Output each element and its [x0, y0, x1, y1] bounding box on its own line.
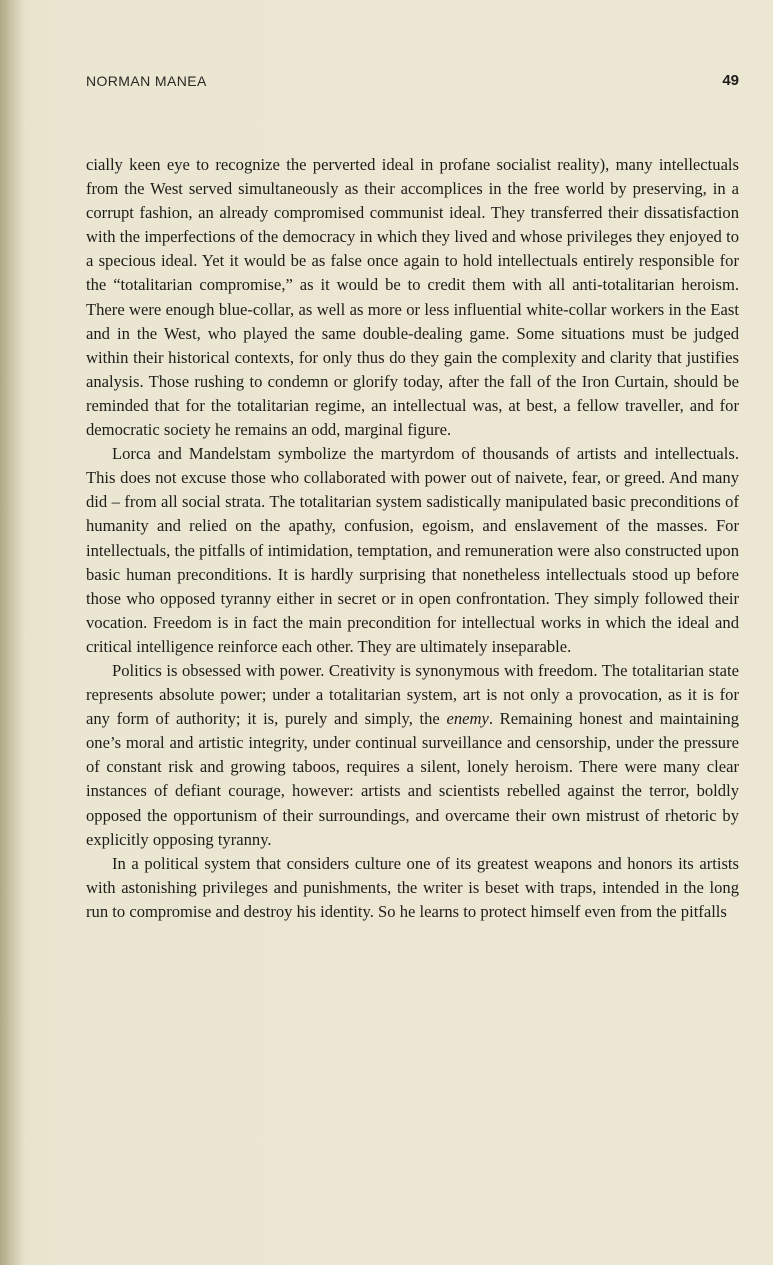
- paragraph-3: [86, 659, 739, 852]
- binding-gutter-shadow: [0, 0, 24, 1265]
- paragraph-2: Lorca and Mandelstam symbolize the martyrdom of thousands of artists and intellectuals. This does not excuse those who collaborated with power out of naivete, fear, or greed. And many did – from all social strata. The totalitarian system sadistically manipulated basic preconditions of humanity and relied on the apathy, confusion, egoism, and enslavement of the masses. For intellectuals, the pitfalls of intimidation, temptation, and remuneration were also constructed upon basic human preconditions. It is hardly surprising that nonetheless intellectuals stood up before those who opposed tyranny either in secret or in open confrontation. They simply followed their vocation. Freedom is in fact the main precondition for intellectual works in which the ideal and critical intelligence reinforce each other. They are ultimately inseparable.: [86, 444, 739, 656]
- running-header: [86, 73, 739, 93]
- paragraph-4: In a political system that considers culture one of its greatest weapons and honors its artists with astonishing privileges and punishments, the writer is beset with traps, intended in the long run to compromise and destroy his identity. So he learns to protect himself even from the pitfalls: [86, 853, 739, 921]
- page-number: 49: [722, 72, 739, 89]
- paragraph-3-emphasis: enemy: [446, 709, 489, 729]
- paragraph-1: cially keen eye to recognize the perverted ideal in profane socialist reality), many intellectuals from the West served simultaneously as their accomplices in the free world by preserving, in a corrupt fashion, an already compromised communist ideal. They transferred their dissatisfaction with the imperfections of the democracy in which they lived and whose privileges they enjoyed to a specious ideal. Yet it would be as false once again to hold intellectuals entirely responsible for the “totalitarian compromise,” as it would be to credit them with all anti-totalitarian heroism. There were enough blue-collar, as well as more or less influential white-collar workers in the East and in the West, who played the same double-dealing game. Some situations must be judged within their historical contexts, for only thus do they gain the complexity and clarity that justifies analysis. Those rushing to condemn or glorify today, after the fall of the Iron Curtain, should be reminded that for the totalitarian regime, an intellectual was, at best, a fellow traveller, and for democratic society he remains an odd, marginal figure.: [86, 155, 739, 440]
- body-text: [86, 153, 739, 924]
- running-head-author: NORMAN MANEA: [86, 73, 207, 89]
- paragraph-3-text-before: Politics is obsessed with power. Creativity is synonymous with freedom. The totalitarian state represents absolute power; under a totalitarian system, art is not only a provocation, as it is for any form of authority; it is, purely and simply, the: [86, 660, 739, 729]
- paragraph-3-text-after: . Remaining honest and maintaining one’s moral and artistic integrity, under continual surveillance and censorship, under the pressure of constant risk and growing taboos, requires a silent, lonely heroism. There were many clear instances of defiant courage, however: artists and scientists rebelled against the terror, boldly opposed the opportunism of their surroundings, and overcame their own mistrust of rhetoric by explicitly opposing tyranny.: [86, 709, 739, 849]
